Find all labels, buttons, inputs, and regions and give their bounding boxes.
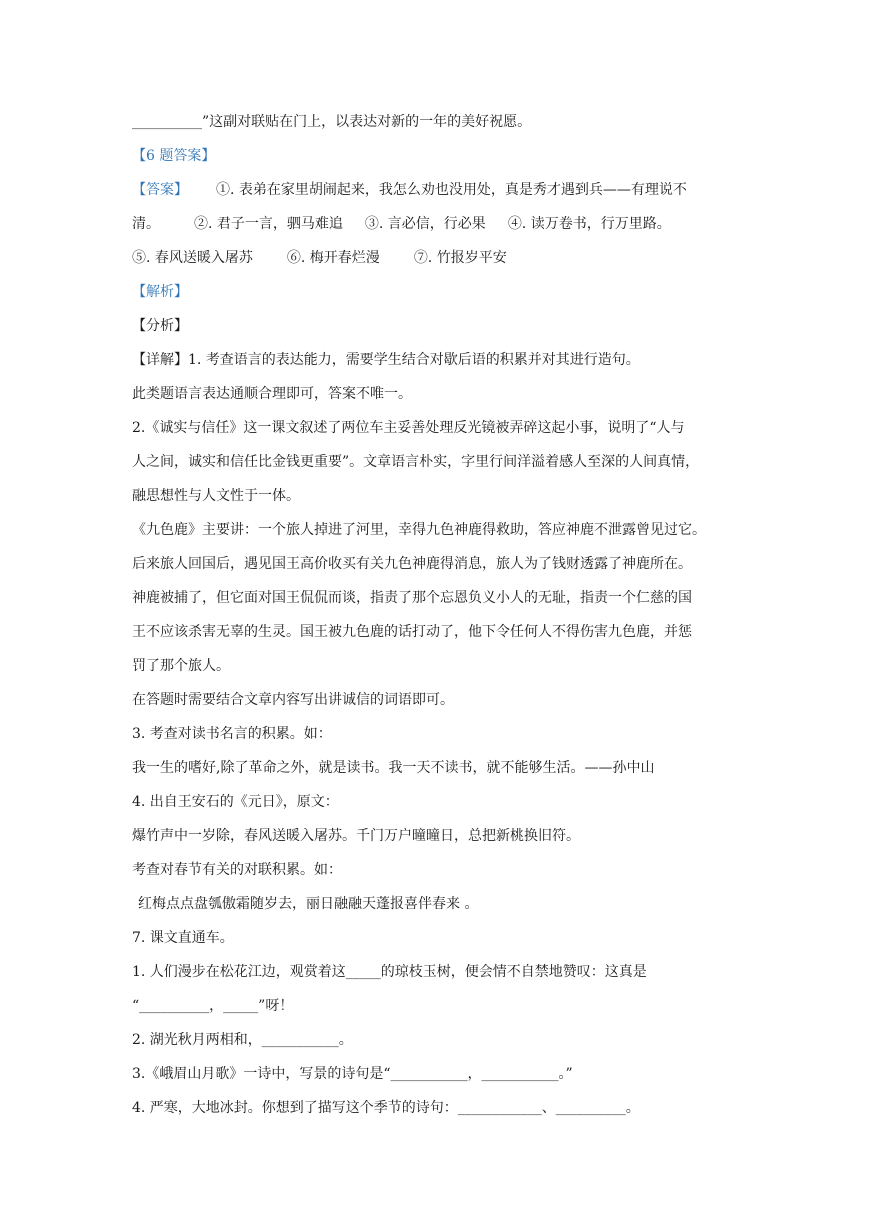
question-heading: 7. 课文直通车。 (132, 930, 234, 946)
answer-item: ⑥. 梅开春烂漫 (286, 250, 380, 266)
analysis-subheading: 【分析】 (132, 318, 188, 334)
answer-item: ⑤. 春风送暖入屠苏 (132, 250, 253, 266)
text-line: 罚了那个旅人。 (132, 658, 230, 674)
text-line: 【详解】1. 考查语言的表达能力，需要学生结合对歇后语的积累并对其进行造句。 (132, 352, 640, 368)
text-line: 此类题语言表达通顺合理即可，答案不唯一。 (132, 386, 412, 402)
answer-line (132, 246, 742, 280)
question-line: “__________，_____”呀！ (132, 998, 294, 1014)
answer-line (132, 212, 742, 246)
text-line: 红梅点点盘瓠傲霜随岁去，丽日融融天蓬报喜伴春来 。 (138, 896, 479, 912)
answer-item: ②. 君子一言，驷马难追 (194, 216, 343, 232)
answer-item: ⑦. 竹报岁平安 (413, 250, 507, 266)
answer-label: 【答案】 (132, 182, 188, 198)
question-line: 2. 湖光秋月两相和，___________。 (132, 1032, 353, 1048)
text-line: 4. 出自王安石的《元日》，原文： (132, 794, 339, 810)
text-line: 爆竹声中一岁除，春风送暖入屠苏。千门万户曈曈日，总把新桃换旧符。 (132, 828, 580, 844)
text-line: 王不应该杀害无辜的生灵。国王被九色鹿的话打动了，他下令任何人不得伤害九色鹿，并惩 (132, 624, 692, 640)
question-line: 3.《峨眉山月歌》一诗中，写景的诗句是“___________，___________。” (132, 1066, 573, 1082)
answer-line (132, 178, 742, 212)
question-line: 4. 严寒，大地冰封。你想到了描写这个季节的诗句：____________、__________。 (132, 1100, 640, 1116)
text-line: 在答题时需要结合文章内容写出讲诚信的词语即可。 (132, 692, 454, 708)
answer-item: ③. 言必信，行必果 (364, 216, 486, 232)
text-line: 人之间，诚实和信任比金钱更重要”。文章语言朴实，字里行间洋溢着感人至深的人间真情， (132, 454, 700, 470)
text-line: __________”这副对联贴在门上，以表达对新的一年的美好祝愿。 (132, 114, 532, 130)
answer-item: 清。 (132, 216, 160, 232)
document-page (132, 110, 742, 1130)
text-line: 3. 考查对读书名言的积累。如： (132, 726, 332, 742)
text-line: 考查对春节有关的对联积累。如： (132, 862, 342, 878)
text-line: 《九色鹿》主要讲：一个旅人掉进了河里，幸得九色神鹿得救助，答应神鹿不泄露曾见过它。 (132, 522, 706, 538)
answer-text: ①. 表弟在家里胡闹起来，我怎么劝也没用处，真是秀才遇到兵——有理说不 (216, 182, 687, 198)
question-line: 1. 人们漫步在松花江边，观赏着这_____的琼枝玉树，便会情不自禁地赞叹：这真是 (132, 964, 647, 980)
analysis-heading: 【解析】 (132, 284, 188, 300)
text-line: 后来旅人回国后，遇见国王高价收买有关九色神鹿得消息，旅人为了钱财透露了神鹿所在。 (132, 556, 692, 572)
text-line: 我一生的嗜好,除了革命之外，就是读书。我一天不读书，就不能够生活。——孙中山 (132, 760, 655, 776)
text-line: 神鹿被捕了，但它面对国王侃侃而谈，指责了那个忘恩负义小人的无耻，指责一个仁慈的国 (132, 590, 692, 606)
text-line: 2.《诚实与信任》这一课文叙述了两位车主妥善处理反光镜被弄碎这起小事，说明了“人与 (132, 420, 685, 436)
answer-item: ④. 读万卷书，行万里路。 (507, 216, 671, 232)
text-line: 融思想性与人文性于一体。 (132, 488, 300, 504)
answer-section-heading: 【6 题答案】 (132, 148, 216, 164)
